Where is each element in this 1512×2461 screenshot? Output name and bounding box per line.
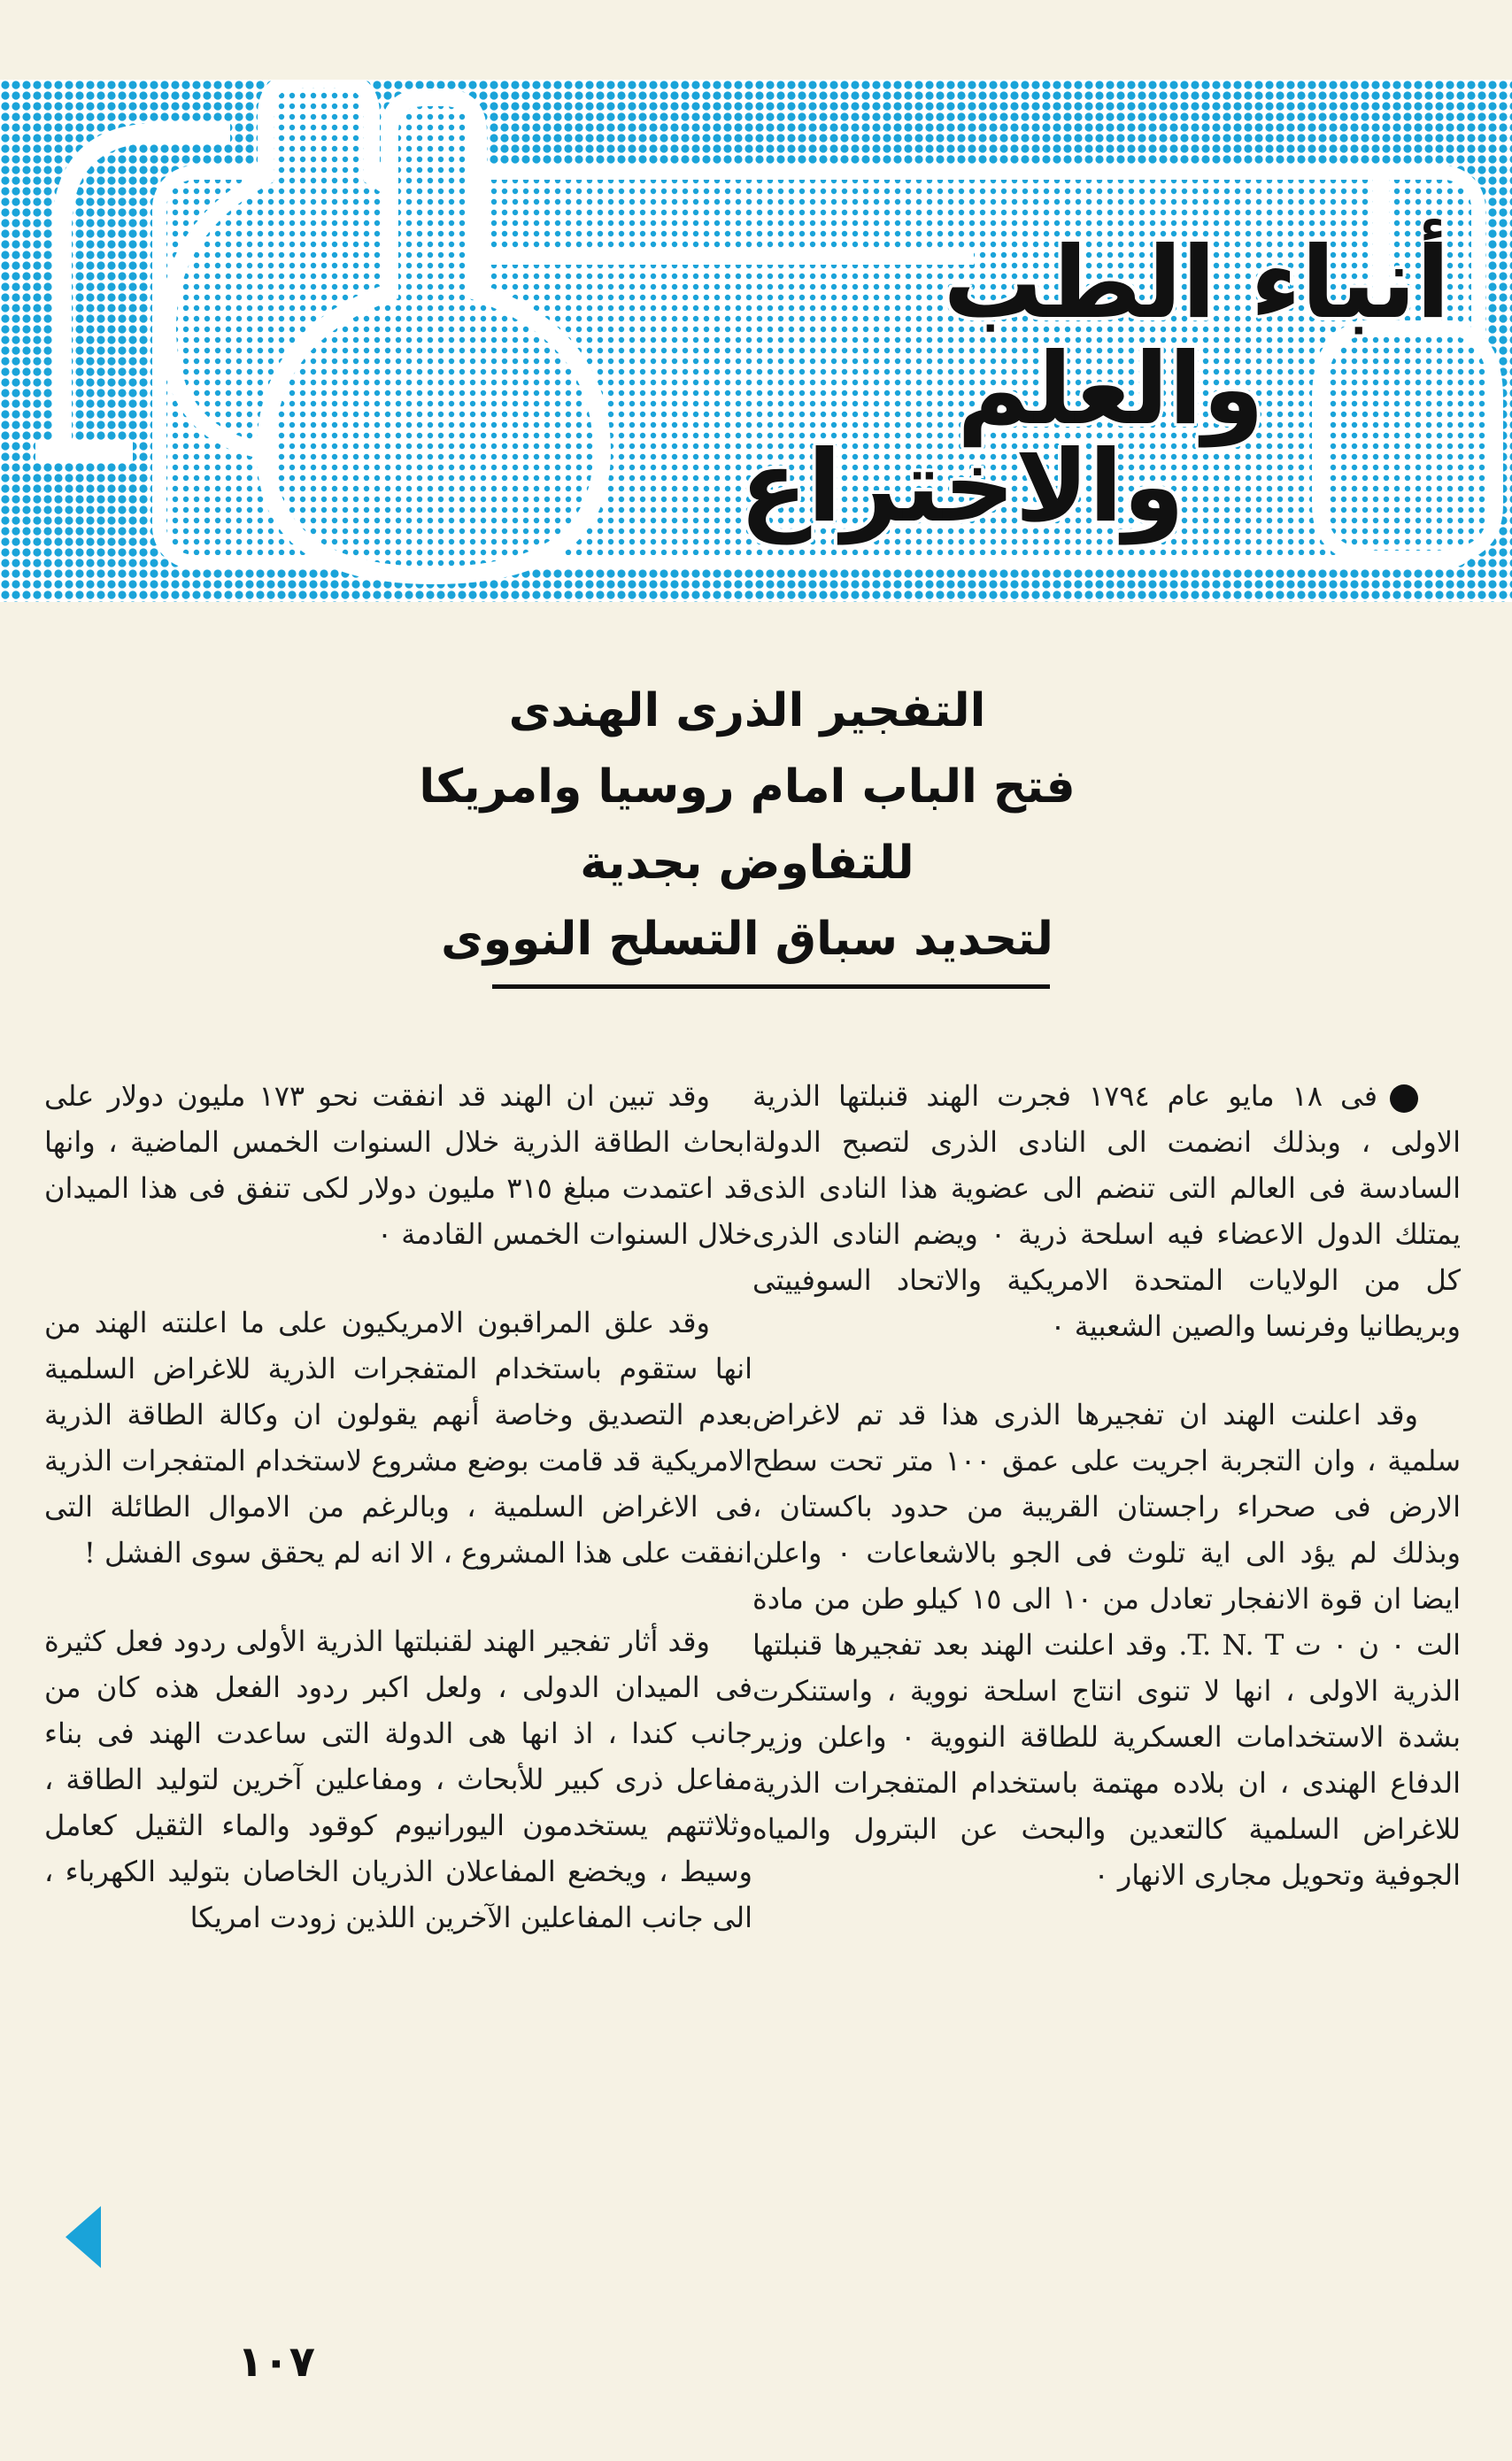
section-title-line-2: والعلم <box>957 332 1264 447</box>
paragraph: وقد اعلنت الهند ان تفجيرها الذرى هذا قد تم لاغراض سلمية ، وان التجربة اجريت على عمق ١٠٠ متر تحت سطح الارض فى صحراء راجستان القريبة من حدود باكستان ، وبذلك لم يؤد الى اية تلوث فى الجو بالاشعاعات ٠ واعلن ايضا ان قوة الانفجار تعادل من ١٠ الى ١٥ كيلو طن من مادة الت ٠ ن ٠ ت T. N. T. وقد اعلنت الهند بعد تفجيرها قنبلتها الذرية الاولى ، انها لا تنوى انتاج اسلحة نووية ، واستنكرت بشدة الاستخدامات العسكرية للطاقة النووية ٠ واعلن وزير الدفاع الهندى ، ان بلاده مهتمة باستخدام المتفجرات الذرية للاغراض السلمية كالتعدين والبحث عن البترول والمياه الجوفية وتحويل مجارى الانهار ٠ <box>752 1398 1462 1892</box>
paragraph: وقد أثار تفجير الهند لقنبلتها الذرية الأولى ردود فعل كثيرة فى الميدان الدولى ، ولعل اكبر ردود الفعل هذه كان من جانب كندا ، اذ انها هى الدولة التى ساعدت الهند فى بناء مفاعل ذرى كبير للأبحاث ، ومفاعلين آخرين لتوليد الطاقة ، وثلاثتهم يستخدمون اليورانيوم كوقود والماء الثقيل كعامل وسيط ، ويخضع المفاعلان الذريان الخاصان بتوليد الكهرباء ، الى جانب المفاعلين الآخرين اللذين زودت امريكا <box>44 1624 752 1934</box>
paragraph: وقد تبين ان الهند قد انفقت نحو ١٧٣ مليون دولار على ابحاث الطاقة الذرية خلال السنوات الخمس الماضية ، وانها قد اعتمدت مبلغ ٣١٥ مليون دولار لكى تنفق فى هذا الميدان خلال السنوات الخمس القادمة ٠ <box>44 1079 753 1251</box>
page-number: ١٠٧ <box>237 2337 315 2387</box>
section-banner <box>0 80 1512 611</box>
section-title-line-1: أنباء الطب <box>943 226 1450 341</box>
section-title-line-3: والاختراع <box>739 429 1184 544</box>
paragraph: وقد علق المراقبون الامريكيون على ما اعلنته الهند من انها ستقوم باستخدام المتفجرات الذرية للاغراض السلمية بعدم التصديق وخاصة أنهم يقولون ان وكالة الطاقة الذرية الامريكية قد قامت بوضع مشروع لاستخدام المتفجرات الذرية فى الاغراض السلمية ، وبالرغم من الاموال الطائلة التى انفقت على هذا المشروع ، الا انه لم يحقق سوى الفشل ! <box>44 1306 752 1570</box>
article-column-right <box>752 1073 1461 1940</box>
bullet-icon <box>1390 1084 1418 1113</box>
continue-arrow-icon <box>66 2206 101 2268</box>
headline-line-2: فتح الباب امام روسيا وامريكا <box>419 760 1076 814</box>
paragraph-text: فى ١٨ مايو عام ١٧٩٤ فجرت الهند قنبلتها الذرية الاولى ، وبذلك انضمت الى النادى الذرى لتصبح الدولة السادسة فى العالم التى تنضم الى عضوية هذا النادى الذى يمتلك الدول الاعضاء فيه اسلحة ذرية ٠ ويضم النادى الذرى كل من الولايات المتحدة الامريكية والاتحاد السوفييتى وبريطانيا وفرنسا والصين الشعبية ٠ <box>752 1079 1462 1343</box>
headline-line-4: لتحديد سباق التسلح النووى <box>441 913 1053 966</box>
paragraph <box>752 1073 1461 1349</box>
section-title <box>476 221 1450 549</box>
article-column-left <box>44 1073 752 1983</box>
headline-line-1: التفجير الذرى الهندى <box>508 684 986 737</box>
headline-underline <box>492 984 1050 989</box>
headline-line-3: للتفاوض بجدية <box>580 837 914 890</box>
article-headline <box>402 673 1092 988</box>
